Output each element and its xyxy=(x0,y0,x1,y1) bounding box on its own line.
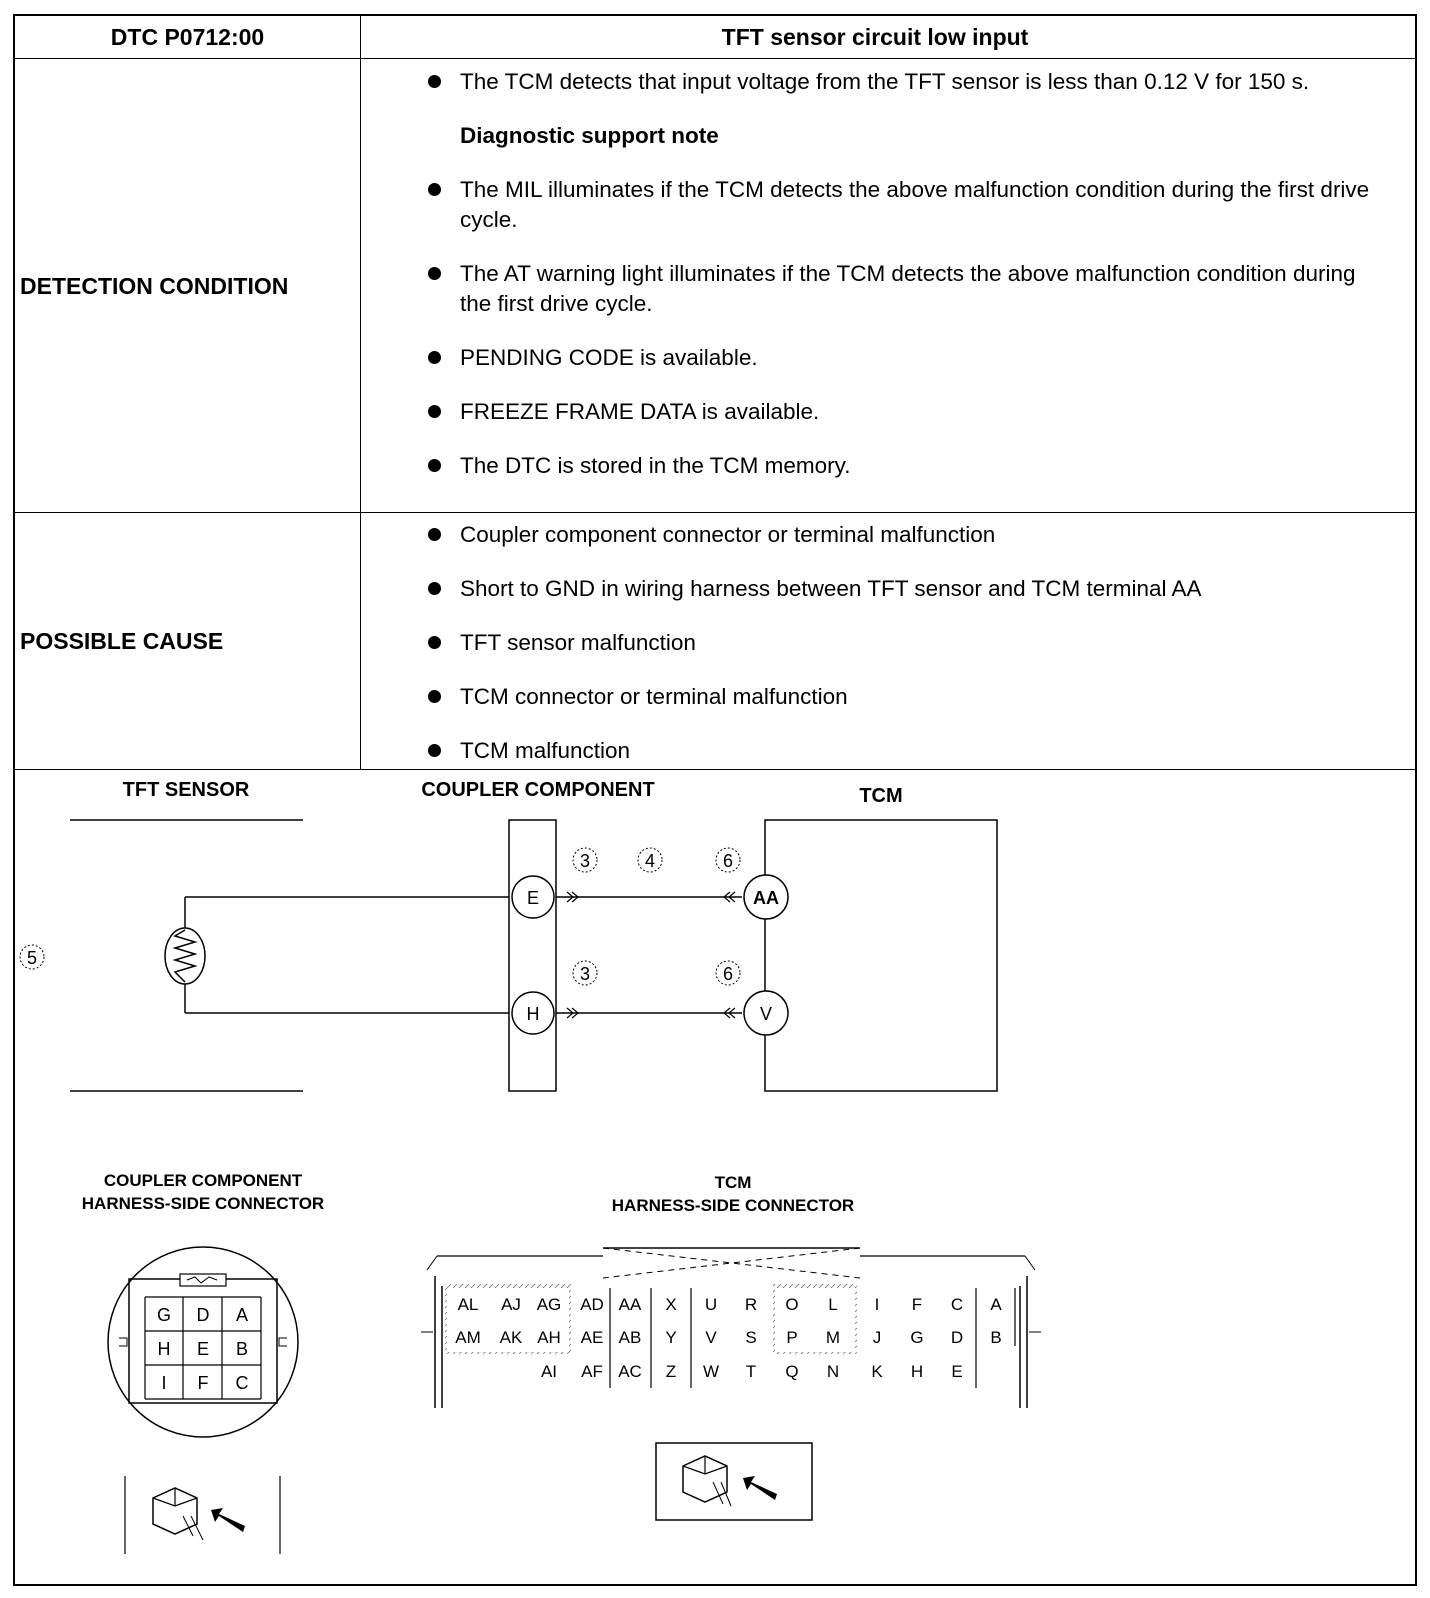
svg-text:5: 5 xyxy=(26,948,38,968)
coupler-pin: F xyxy=(197,1373,209,1393)
dtc-title: TFT sensor circuit low input xyxy=(721,24,1029,50)
tcm-pin: AH xyxy=(537,1328,561,1347)
tcm-pin: J xyxy=(872,1328,882,1347)
tcm-pin: V xyxy=(705,1328,717,1347)
tcm-pin: AL xyxy=(457,1295,479,1314)
tcm-pin: B xyxy=(990,1328,1002,1347)
tcm-pin: C xyxy=(950,1295,964,1314)
coupler-pin: D xyxy=(196,1305,210,1325)
list-item: Coupler component connector or terminal malfunction xyxy=(390,520,1380,550)
pin-e: E xyxy=(526,888,540,908)
coupler-pin: B xyxy=(235,1339,249,1359)
tcm-pin: I xyxy=(874,1295,880,1314)
list-item: The AT warning light illuminates if the TCM detects the above malfunction condition during the first drive cycle. xyxy=(390,259,1380,319)
possible-cause-label: POSSIBLE CAUSE xyxy=(20,628,224,654)
coupler-pin: G xyxy=(156,1305,172,1325)
coupler-connector-subtitle: HARNESS-SIDE CONNECTOR xyxy=(81,1194,325,1213)
tcm-pin: H xyxy=(910,1362,924,1381)
coupler-connector-title: COUPLER COMPONENT xyxy=(103,1171,303,1190)
tcm-connector-subtitle: HARNESS-SIDE CONNECTOR xyxy=(611,1196,855,1215)
wiring-diagram xyxy=(15,16,1415,1584)
list-item: TFT sensor malfunction xyxy=(390,628,1380,658)
tcm-pin: Y xyxy=(665,1328,677,1347)
tcm-pin-grid xyxy=(455,1295,1002,1381)
callout-3 xyxy=(573,848,597,872)
tcm-pin: A xyxy=(990,1295,1002,1314)
tcm-pin: S xyxy=(745,1328,757,1347)
list-item: The DTC is stored in the TCM memory. xyxy=(390,451,1380,481)
tcm-pin: O xyxy=(785,1295,799,1314)
tcm-pin: AK xyxy=(499,1328,523,1347)
tcm-pin: AD xyxy=(580,1295,604,1314)
callout-4 xyxy=(638,848,662,872)
tcm-connector-title: TCM xyxy=(714,1173,752,1192)
list-item: TCM malfunction xyxy=(390,736,1380,766)
tcm-pin: G xyxy=(910,1328,924,1347)
diagnostic-support-note: Diagnostic support note xyxy=(460,123,719,148)
list-item: Short to GND in wiring harness between TFT sensor and TCM terminal AA xyxy=(390,574,1380,604)
tcm-pin: U xyxy=(704,1295,718,1314)
tcm-pin: E xyxy=(951,1362,963,1381)
pin-aa: AA xyxy=(753,888,779,908)
coupler-pin: E xyxy=(196,1339,210,1359)
tcm-pin: M xyxy=(825,1328,841,1347)
svg-text:4: 4 xyxy=(644,851,656,871)
tcm-pin: Q xyxy=(785,1362,799,1381)
callout-6 xyxy=(716,848,740,872)
tft-sensor-symbol xyxy=(70,820,303,1091)
dtc-table xyxy=(13,14,1417,1586)
tcm-pin: N xyxy=(826,1362,840,1381)
tcm-pin: Z xyxy=(665,1362,677,1381)
tcm-pin: AC xyxy=(618,1362,642,1381)
tcm-pin: W xyxy=(702,1362,720,1381)
coupler-component-label: COUPLER COMPONENT xyxy=(421,779,655,801)
callout-6 xyxy=(716,961,740,985)
tcm-pin: X xyxy=(665,1295,677,1314)
svg-text:6: 6 xyxy=(722,851,734,871)
callout-3 xyxy=(573,961,597,985)
tcm-pin: AG xyxy=(536,1295,562,1314)
pin-v: V xyxy=(759,1004,773,1024)
list-item: TCM connector or terminal malfunction xyxy=(390,682,1380,712)
tcm-pin: T xyxy=(745,1362,757,1381)
tft-sensor-label: TFT SENSOR xyxy=(122,779,250,801)
tcm-pin: AB xyxy=(618,1328,642,1347)
list-item: The MIL illuminates if the TCM detects the above malfunction condition during the first drive cycle. xyxy=(390,175,1380,235)
svg-text:6: 6 xyxy=(722,964,734,984)
tcm-pin: F xyxy=(911,1295,923,1314)
dtc-code: DTC P0712:00 xyxy=(110,24,265,50)
tcm-pin: D xyxy=(950,1328,964,1347)
tcm-pin: AI xyxy=(540,1362,558,1381)
tcm-pin: AJ xyxy=(501,1295,521,1314)
tcm-pin: P xyxy=(786,1328,798,1347)
coupler-component-box xyxy=(509,820,556,1091)
tcm-pin: AE xyxy=(580,1328,604,1347)
pin-h: H xyxy=(526,1004,540,1024)
coupler-pin: A xyxy=(235,1305,249,1325)
tcm-pin: AM xyxy=(455,1328,481,1347)
coupler-pin: H xyxy=(157,1339,171,1359)
list-item: FREEZE FRAME DATA is available. xyxy=(390,397,1380,427)
list-item: PENDING CODE is available. xyxy=(390,343,1380,373)
tcm-pin: K xyxy=(871,1362,883,1381)
svg-text:3: 3 xyxy=(579,964,591,984)
tcm-pin: AF xyxy=(581,1362,603,1381)
connector-view-icon xyxy=(125,1476,280,1554)
callout-5 xyxy=(20,945,44,969)
tcm-label: TCM xyxy=(859,785,903,807)
connector-view-icon xyxy=(656,1443,812,1520)
coupler-pin: I xyxy=(161,1373,167,1393)
tcm-box xyxy=(765,820,997,1091)
coupler-pin: C xyxy=(235,1373,249,1393)
detection-condition-label: DETECTION CONDITION xyxy=(20,273,289,299)
tcm-pin: L xyxy=(828,1295,838,1314)
list-item: The TCM detects that input voltage from the TFT sensor is less than 0.12 V for 150 s. xyxy=(390,67,1380,97)
tcm-pin: AA xyxy=(618,1295,642,1314)
tcm-pin: R xyxy=(744,1295,758,1314)
svg-text:3: 3 xyxy=(579,851,591,871)
